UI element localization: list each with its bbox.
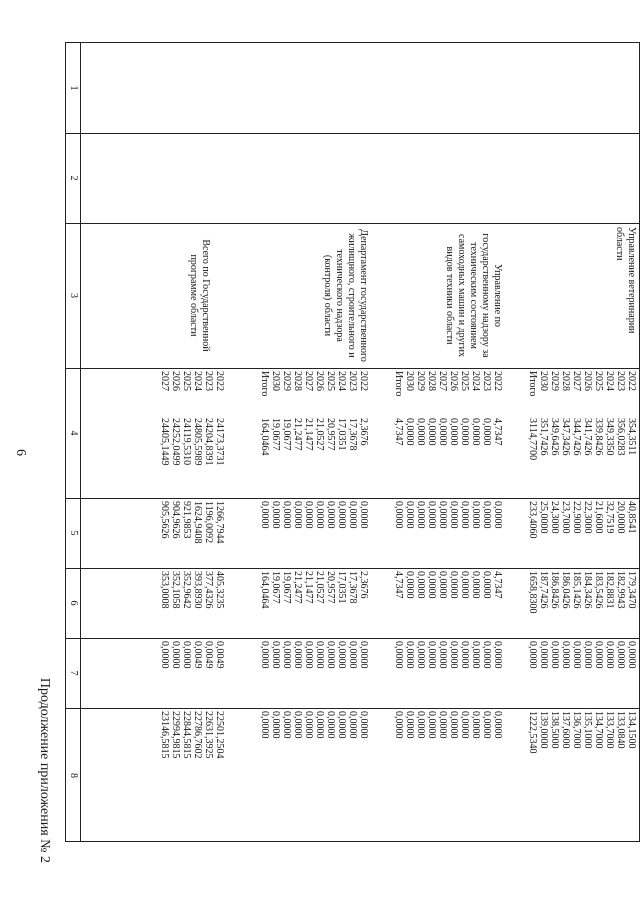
table-cell: 0,0000 — [492, 641, 503, 669]
table-cell: 2,3676 — [358, 418, 369, 446]
year-label: 2022 — [626, 371, 637, 391]
table-cell: 24405,1449 — [159, 418, 170, 466]
table-cell: 0,0000 — [415, 641, 426, 669]
table-cell: 21,1477 — [303, 418, 314, 451]
table-cell: 0,0000 — [259, 641, 270, 669]
table-cell: 0,0000 — [426, 418, 437, 446]
table-cell: 0,0000 — [404, 418, 415, 446]
table-cell: 0,0000 — [325, 501, 336, 529]
table-cell: 0,0000 — [170, 641, 181, 669]
table-cell: 20,9577 — [325, 571, 336, 604]
year-label: 2026 — [448, 371, 459, 391]
table-cell: 0,0000 — [415, 711, 426, 739]
table-cell: 21,2477 — [292, 418, 303, 451]
table-cell: 0,0000 — [459, 418, 470, 446]
year-label: 2022 — [214, 371, 225, 391]
table-cell: 0,0000 — [281, 711, 292, 739]
table-cell: 23146,5815 — [159, 711, 170, 759]
table-cell: 22786,7602 — [192, 711, 203, 759]
table-cell: 1624,9408 — [192, 501, 203, 544]
value-column-c6 — [527, 571, 637, 639]
table-cell: 19,0677 — [281, 418, 292, 451]
value-column-c6 — [259, 571, 369, 639]
table-cell: 233,4060 — [527, 501, 538, 539]
table-cell: 3114,7700 — [527, 418, 538, 461]
table-cell: 0,0000 — [538, 641, 549, 669]
year-label: 2023 — [203, 371, 214, 391]
table-cell: 0,0000 — [549, 641, 560, 669]
year-label: 2027 — [571, 371, 582, 391]
block-name: Всего по Государственной программе области — [188, 239, 211, 352]
year-label: 2026 — [582, 371, 593, 391]
table-cell: 186,8426 — [549, 571, 560, 609]
table-cell: 0,0000 — [358, 641, 369, 669]
value-column-c8 — [159, 711, 225, 783]
table-cell: 22631,3925 — [203, 711, 214, 759]
table-cell: 0,0000 — [314, 641, 325, 669]
table-cell: 0,0000 — [404, 501, 415, 529]
table-cell: 0,0000 — [292, 641, 303, 669]
table-cell: 0,0000 — [336, 501, 347, 529]
table-cell: 0,0000 — [303, 501, 314, 529]
value-column-c8 — [393, 711, 503, 783]
table-cell: 21,6000 — [593, 501, 604, 534]
table-cell: 4,7347 — [492, 418, 503, 446]
table-cell: 339,8426 — [593, 418, 604, 456]
table-cell: 352,1058 — [170, 571, 181, 609]
table-cell: 32,7519 — [604, 501, 615, 534]
table-cell: 164,0464 — [259, 571, 270, 609]
value-column-c7 — [527, 641, 637, 709]
table-cell: 185,1426 — [571, 571, 582, 609]
column-divider — [66, 368, 639, 369]
table-cell: 0,0000 — [437, 641, 448, 669]
table-cell: 0,0000 — [415, 418, 426, 446]
table-cell: 0,0000 — [393, 641, 404, 669]
table-cell: 353,0008 — [159, 571, 170, 609]
table-cell: 25,0000 — [538, 501, 549, 534]
table-cell: 182,9943 — [615, 571, 626, 609]
value-column-c5 — [259, 501, 369, 569]
table-cell: 921,9853 — [181, 501, 192, 539]
header-cell-8: 8 — [68, 773, 79, 778]
value-column-c5 — [159, 501, 225, 569]
value-column-c4 — [393, 418, 503, 498]
table-cell: 0,0000 — [448, 571, 459, 599]
table-cell: 22,9000 — [571, 501, 582, 534]
table-cell: 24204,8391 — [203, 418, 214, 466]
table-cell: 20,9577 — [325, 418, 336, 451]
header-cell-2: 2 — [68, 175, 79, 181]
table-cell: 0,0000 — [270, 501, 281, 529]
table-cell: 186,0426 — [560, 571, 571, 609]
table-cell: 0,0000 — [459, 571, 470, 599]
table-cell: 21,2477 — [292, 571, 303, 604]
table-cell: 0,0000 — [437, 501, 448, 529]
table-cell: 0,0000 — [393, 711, 404, 739]
table-cell: 0,0000 — [325, 711, 336, 739]
total-label: Итого — [393, 371, 404, 397]
year-label: 2028 — [292, 371, 303, 391]
table-cell: 0,0000 — [481, 711, 492, 739]
table-cell: 0,0000 — [437, 418, 448, 446]
table-cell: 0,0000 — [459, 501, 470, 529]
table-cell: 0,0000 — [437, 711, 448, 739]
appendix-caption: Продолжение приложения № 2 — [37, 677, 52, 863]
table-cell: 22844,5815 — [181, 711, 192, 759]
table-cell: 0,0000 — [303, 641, 314, 669]
table-cell: 0,0000 — [426, 571, 437, 599]
table-cell: 179,3470 — [626, 571, 637, 609]
header-cell-4: 4 — [68, 430, 79, 436]
value-column-c4 — [259, 418, 369, 498]
total-label: Итого — [527, 371, 538, 397]
table-cell: 352,9642 — [181, 571, 192, 609]
value-column-c6 — [393, 571, 503, 639]
year-column — [159, 371, 225, 391]
table-cell: 21,0527 — [314, 571, 325, 604]
table-cell: 0,0000 — [325, 641, 336, 669]
table-cell: 354,3511 — [626, 418, 637, 456]
table-cell: 0,0000 — [492, 501, 503, 529]
year-label: 2026 — [314, 371, 325, 391]
table-cell: 0,0000 — [527, 641, 538, 669]
table-cell: 0,0000 — [448, 501, 459, 529]
year-label: 2024 — [336, 371, 347, 391]
table-cell: 135,1000 — [582, 711, 593, 749]
table-cell: 0,0000 — [292, 501, 303, 529]
value-column-c5 — [393, 501, 503, 569]
year-label: 2023 — [615, 371, 626, 391]
table-cell: 0,0000 — [426, 501, 437, 529]
table-cell: 905,5626 — [159, 501, 170, 539]
table-cell: 0,0000 — [459, 641, 470, 669]
year-label: 2030 — [538, 371, 549, 391]
table-cell: 0,0000 — [481, 501, 492, 529]
table-cell: 133,0840 — [615, 711, 626, 749]
table-cell: 349,6426 — [549, 418, 560, 456]
table-cell: 24119,5310 — [181, 418, 192, 466]
table-cell: 0,0000 — [415, 501, 426, 529]
table-cell: 19,0677 — [270, 418, 281, 451]
table-cell: 0,0000 — [615, 641, 626, 669]
block-name: Департамент государственного жилищного, строительного и технического надзора (контроля) области — [322, 229, 369, 362]
year-label: 2029 — [281, 371, 292, 391]
table-cell: 1266,7944 — [214, 501, 225, 544]
table-cell: 0,0000 — [492, 711, 503, 739]
table-cell: 0,0000 — [347, 641, 358, 669]
block-name: Управление по государственному надзору за техническим состоянием самоходных машин и других видов техники области — [444, 233, 503, 358]
column-divider — [66, 223, 639, 224]
table-cell: 351,7426 — [538, 418, 549, 456]
year-label: 2025 — [181, 371, 192, 391]
value-column-c7 — [393, 641, 503, 709]
table-cell: 0,0000 — [459, 711, 470, 739]
table-cell: 0,0000 — [470, 711, 481, 739]
value-column-c7 — [259, 641, 369, 709]
table-cell: 0,0000 — [314, 711, 325, 739]
table-cell: 182,8831 — [604, 571, 615, 609]
table-cell: 377,4326 — [203, 571, 214, 609]
year-label: 2025 — [593, 371, 604, 391]
year-label: 2024 — [470, 371, 481, 391]
table-cell: 0,0000 — [358, 501, 369, 529]
table-cell: 0,0000 — [259, 501, 270, 529]
table-cell: 40,8541 — [626, 501, 637, 534]
table-cell: 134,1500 — [626, 711, 637, 749]
table-cell: 1196,0092 — [203, 501, 214, 544]
table-cell: 0,0000 — [560, 641, 571, 669]
table-cell: 0,0000 — [481, 571, 492, 599]
table-cell: 356,0283 — [615, 418, 626, 456]
value-column-c8 — [527, 711, 637, 783]
table-cell: 19,0677 — [270, 571, 281, 604]
table-cell: 0,0000 — [314, 501, 325, 529]
table-cell: 136,7000 — [571, 711, 582, 749]
table-cell: 24805,5989 — [192, 418, 203, 466]
table-cell: 0,0000 — [270, 711, 281, 739]
table-cell: 134,7000 — [593, 711, 604, 749]
table-cell: 164,0464 — [259, 418, 270, 456]
column-divider — [66, 498, 639, 499]
table-cell: 21,1477 — [303, 571, 314, 604]
header-cell-1: 1 — [68, 85, 79, 91]
table-cell: 183,5426 — [593, 571, 604, 609]
table-cell: 0,0000 — [470, 418, 481, 446]
table-cell: 0,0000 — [270, 641, 281, 669]
table-cell: 0,0000 — [604, 641, 615, 669]
table-cell: 0,0000 — [415, 571, 426, 599]
table-cell: 187,7426 — [538, 571, 549, 609]
table-cell: 0,0000 — [571, 641, 582, 669]
table-cell: 0,0000 — [281, 501, 292, 529]
block-name: Управление ветеринарии области — [614, 227, 637, 334]
table-cell: 0,0000 — [437, 571, 448, 599]
table-cell: 0,0000 — [404, 641, 415, 669]
table-cell: 0,0000 — [404, 571, 415, 599]
value-column-c5 — [527, 501, 637, 569]
table-cell: 17,0351 — [336, 571, 347, 604]
table-cell: 0,0049 — [192, 641, 203, 669]
table-cell: 0,0000 — [448, 641, 459, 669]
table-cell: 21,0527 — [314, 418, 325, 451]
year-label: 2024 — [604, 371, 615, 391]
table-cell: 24,3000 — [549, 501, 560, 534]
value-column-c6 — [159, 571, 225, 639]
page-number: 6 — [13, 449, 28, 456]
table-cell: 24173,3731 — [214, 418, 225, 466]
table-cell: 0,0000 — [336, 711, 347, 739]
year-label: 2027 — [437, 371, 448, 391]
table-cell: 0,0000 — [426, 711, 437, 739]
table-cell: 405,3235 — [214, 571, 225, 609]
table-cell: 0,0000 — [336, 641, 347, 669]
table-cell: 349,3350 — [604, 418, 615, 456]
table-cell: 0,0000 — [393, 501, 404, 529]
table-cell: 17,0351 — [336, 418, 347, 451]
year-label: 2028 — [426, 371, 437, 391]
table-cell: 4,7347 — [393, 418, 404, 446]
table-cell: 17,3678 — [347, 571, 358, 604]
table-cell: 393,8930 — [192, 571, 203, 609]
table-cell: 138,5000 — [549, 711, 560, 749]
table-cell: 0,0000 — [448, 711, 459, 739]
year-column — [259, 371, 369, 396]
table-cell: 0,0000 — [404, 711, 415, 739]
table-cell: 0,0000 — [481, 641, 492, 669]
table-cell: 0,0000 — [470, 641, 481, 669]
year-label: 2028 — [560, 371, 571, 391]
year-label: 2025 — [459, 371, 470, 391]
table-cell: 904,9626 — [170, 501, 181, 539]
table-cell: 0,0000 — [303, 711, 314, 739]
year-column — [527, 371, 637, 396]
table-cell: 0,0000 — [347, 501, 358, 529]
year-column — [393, 371, 503, 396]
year-label: 2027 — [159, 371, 170, 391]
table-header-row — [66, 43, 81, 841]
year-label: 2029 — [549, 371, 560, 391]
year-label: 2027 — [303, 371, 314, 391]
table-cell: 344,7426 — [571, 418, 582, 456]
table-cell: 0,0049 — [214, 641, 225, 669]
year-label: 2023 — [347, 371, 358, 391]
header-cell-6: 6 — [68, 600, 79, 606]
table-cell: 0,0000 — [159, 641, 170, 669]
year-label: 2030 — [270, 371, 281, 391]
data-table — [65, 42, 640, 842]
table-cell: 0,0000 — [281, 641, 292, 669]
table-cell: 20,0000 — [615, 501, 626, 534]
table-cell: 0,0000 — [347, 711, 358, 739]
value-column-c7 — [159, 641, 225, 709]
table-cell: 0,0000 — [448, 418, 459, 446]
table-cell: 23,7000 — [560, 501, 571, 534]
table-cell: 0,0000 — [626, 641, 637, 669]
table-cell: 139,0000 — [538, 711, 549, 749]
table-cell: 0,0000 — [259, 711, 270, 739]
table-cell: 4,7347 — [393, 571, 404, 599]
year-label: 2023 — [481, 371, 492, 391]
table-cell: 1222,5340 — [527, 711, 538, 754]
table-cell: 22501,2504 — [214, 711, 225, 759]
table-cell: 0,0000 — [593, 641, 604, 669]
table-cell: 2,3676 — [358, 571, 369, 599]
table-cell: 0,0000 — [470, 571, 481, 599]
table-cell: 347,3426 — [560, 418, 571, 456]
table-cell: 0,0000 — [292, 711, 303, 739]
year-label: 2024 — [192, 371, 203, 391]
year-label: 2025 — [325, 371, 336, 391]
year-label: 2030 — [404, 371, 415, 391]
table-cell: 22,3000 — [582, 501, 593, 534]
table-cell: 19,0677 — [281, 571, 292, 604]
table-cell: 4,7347 — [492, 571, 503, 599]
table-cell: 0,0000 — [481, 418, 492, 446]
header-cell-3: 3 — [68, 293, 79, 298]
year-label: 2029 — [415, 371, 426, 391]
table-cell: 0,0000 — [426, 641, 437, 669]
header-cell-5: 5 — [68, 530, 79, 536]
table-cell: 24252,0499 — [170, 418, 181, 466]
table-cell: 0,0000 — [582, 641, 593, 669]
year-label: 2022 — [492, 371, 503, 391]
year-label: 2022 — [358, 371, 369, 391]
table-cell: 1658,8300 — [527, 571, 538, 614]
table-cell: 341,7426 — [582, 418, 593, 456]
table-cell: 22994,9815 — [170, 711, 181, 759]
value-column-c4 — [159, 418, 225, 498]
table-cell: 184,3426 — [582, 571, 593, 609]
total-label: Итого — [259, 371, 270, 397]
table-cell: 133,7000 — [604, 711, 615, 749]
value-column-c4 — [527, 418, 637, 498]
column-divider — [66, 133, 639, 134]
table-cell: 17,3678 — [347, 418, 358, 451]
table-cell: 137,6000 — [560, 711, 571, 749]
year-label: 2026 — [170, 371, 181, 391]
table-cell: 0,0000 — [470, 501, 481, 529]
table-cell: 0,0049 — [203, 641, 214, 669]
value-column-c8 — [259, 711, 369, 783]
header-cell-7: 7 — [68, 670, 79, 676]
table-cell: 0,0000 — [181, 641, 192, 669]
table-cell: 0,0000 — [358, 711, 369, 739]
